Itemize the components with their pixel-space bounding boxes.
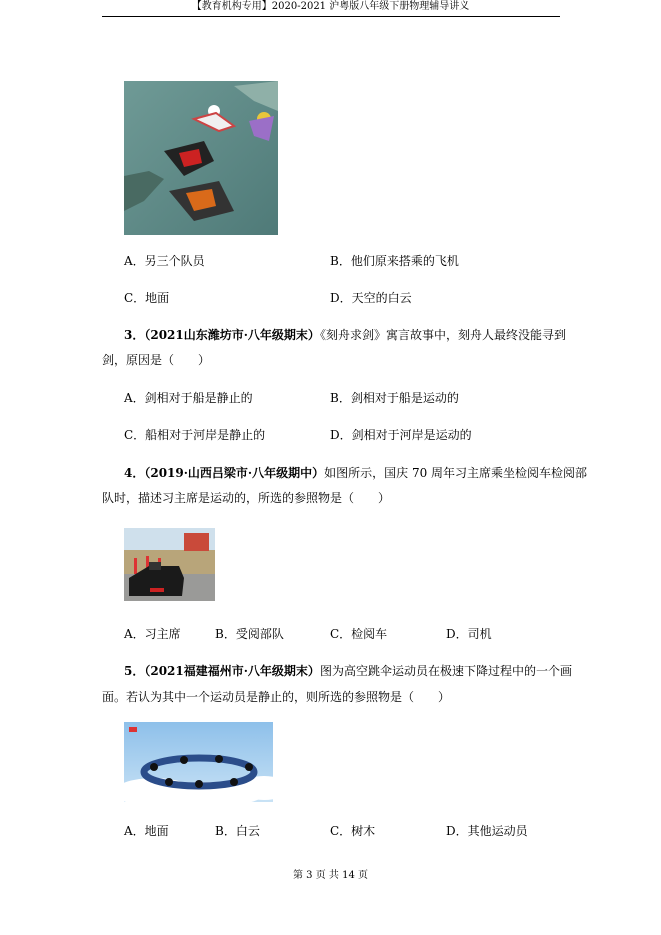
question-number: 4． xyxy=(124,466,145,480)
option-c: C．地面 xyxy=(124,291,170,305)
question-number: 3． xyxy=(124,328,145,342)
option-d: D．天空的白云 xyxy=(330,291,412,305)
skydivers-formation-image xyxy=(124,81,278,235)
option-b: B．白云 xyxy=(215,824,260,838)
header-divider xyxy=(102,16,560,17)
skydivers-clouds-image xyxy=(124,722,273,802)
question-number: 5． xyxy=(124,664,145,678)
question-text: 《刻舟求剑》寓言故事中，刻舟人最终没能寻到 xyxy=(319,328,566,342)
option-c: C．检阅车 xyxy=(330,627,388,641)
question-text: 图为高空跳伞运动员在极速下降过程中的一个画 xyxy=(319,664,572,678)
page-number: 第 3 页 共 14 页 xyxy=(293,870,368,881)
question-source: （2021福建福州市·八年级期末） xyxy=(144,664,320,678)
question-3-line1 xyxy=(124,327,566,343)
question-source: （2021山东潍坊市·八年级期末） xyxy=(144,328,320,342)
option-b: B．他们原来搭乘的飞机 xyxy=(330,254,459,268)
option-d: D．其他运动员 xyxy=(446,824,528,838)
question-4-line2: 队时，描述习主席是运动的，所选的参照物是（ ） xyxy=(102,491,391,505)
option-a: A．地面 xyxy=(124,824,169,838)
option-c: C．树木 xyxy=(330,824,376,838)
question-5-line1 xyxy=(124,663,572,679)
option-b: B．受阅部队 xyxy=(215,627,284,641)
option-a: A．习主席 xyxy=(124,627,181,641)
option-b: B．剑相对于船是运动的 xyxy=(330,391,459,405)
page-header: 【教育机构专用】2020-2021 沪粤版八年级下册物理辅导讲义 xyxy=(191,1,470,12)
question-4-line1 xyxy=(124,465,587,481)
question-5-line2: 面。若认为其中一个运动员是静止的，则所选的参照物是（ ） xyxy=(102,690,451,704)
option-a: A．剑相对于船是静止的 xyxy=(124,391,253,405)
question-source: （2019·山西吕梁市·八年级期中） xyxy=(144,466,325,480)
question-text: 如图所示，国庆 70 周年习主席乘坐检阅车检阅部 xyxy=(324,466,588,480)
option-a: A．另三个队员 xyxy=(124,254,205,268)
parade-car-image xyxy=(124,528,215,601)
option-d: D．剑相对于河岸是运动的 xyxy=(330,428,472,442)
option-d: D．司机 xyxy=(446,627,492,641)
option-c: C．船相对于河岸是静止的 xyxy=(124,428,266,442)
question-3-line2: 剑，原因是（ ） xyxy=(102,353,211,367)
